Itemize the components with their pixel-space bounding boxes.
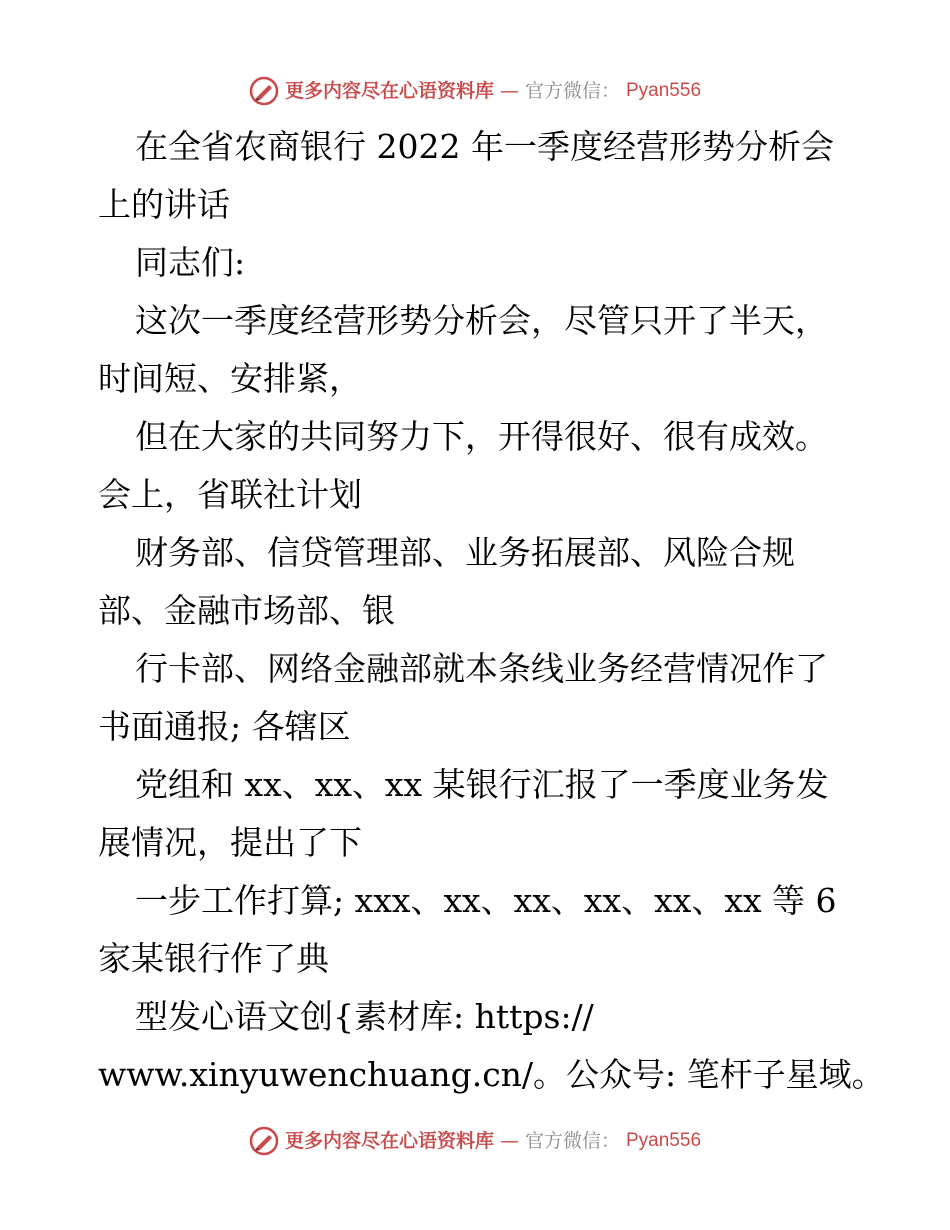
text-line: 一步工作打算; xxx、xx、xx、xx、xx、xx 等 6 xyxy=(135,881,837,920)
text-line: 家某银行作了典 xyxy=(98,939,329,978)
pen-logo-icon xyxy=(249,1126,279,1156)
text-line: 这次一季度经营形势分析会，尽管只开了半天， xyxy=(135,301,828,340)
watermark-footer xyxy=(0,1126,950,1156)
watermark-main-text: 更多内容尽在心语资料库 xyxy=(284,80,494,102)
watermark-label: 官方微信： xyxy=(524,80,620,102)
text-line: 书面通报; 各辖区 xyxy=(98,707,351,746)
watermark-label: 官方微信： xyxy=(524,1130,620,1152)
watermark-main-text: 更多内容尽在心语资料库 xyxy=(284,1130,494,1152)
watermark-separator: — xyxy=(499,80,519,102)
text-line: 部、金融市场部、银 xyxy=(98,591,395,630)
link-text-line: www.xinyuwenchuang.cn/。公众号: 笔杆子星域。 xyxy=(98,1055,885,1094)
text-line: 会上，省联社计划 xyxy=(98,475,362,514)
watermark-separator: — xyxy=(499,1130,519,1152)
text-line: 时间短、安排紧， xyxy=(98,359,362,398)
text-line: 同志们: xyxy=(135,243,246,282)
text-line: 在全省农商银行 2022 年一季度经营形势分析会 xyxy=(135,127,834,166)
watermark-wechat-id: Pyan556 xyxy=(626,1130,702,1151)
text-line: 党组和 xx、xx、xx 某银行汇报了一季度业务发 xyxy=(135,765,829,804)
document-body xyxy=(98,118,885,1104)
watermark-wechat-id: Pyan556 xyxy=(626,80,702,101)
text-line: 展情况，提出了下 xyxy=(98,823,362,862)
text-line: 行卡部、网络金融部就本条线业务经营情况作了 xyxy=(135,649,828,688)
watermark-header xyxy=(0,76,950,106)
pen-logo-icon xyxy=(249,76,279,106)
text-line: 财务部、信贷管理部、业务拓展部、风险合规 xyxy=(135,533,795,572)
text-line: 但在大家的共同努力下，开得很好、很有成效。 xyxy=(135,417,828,456)
text-line: 型发心语文创{素材库: https:// xyxy=(135,997,594,1036)
text-line: 上的讲话 xyxy=(98,185,230,224)
